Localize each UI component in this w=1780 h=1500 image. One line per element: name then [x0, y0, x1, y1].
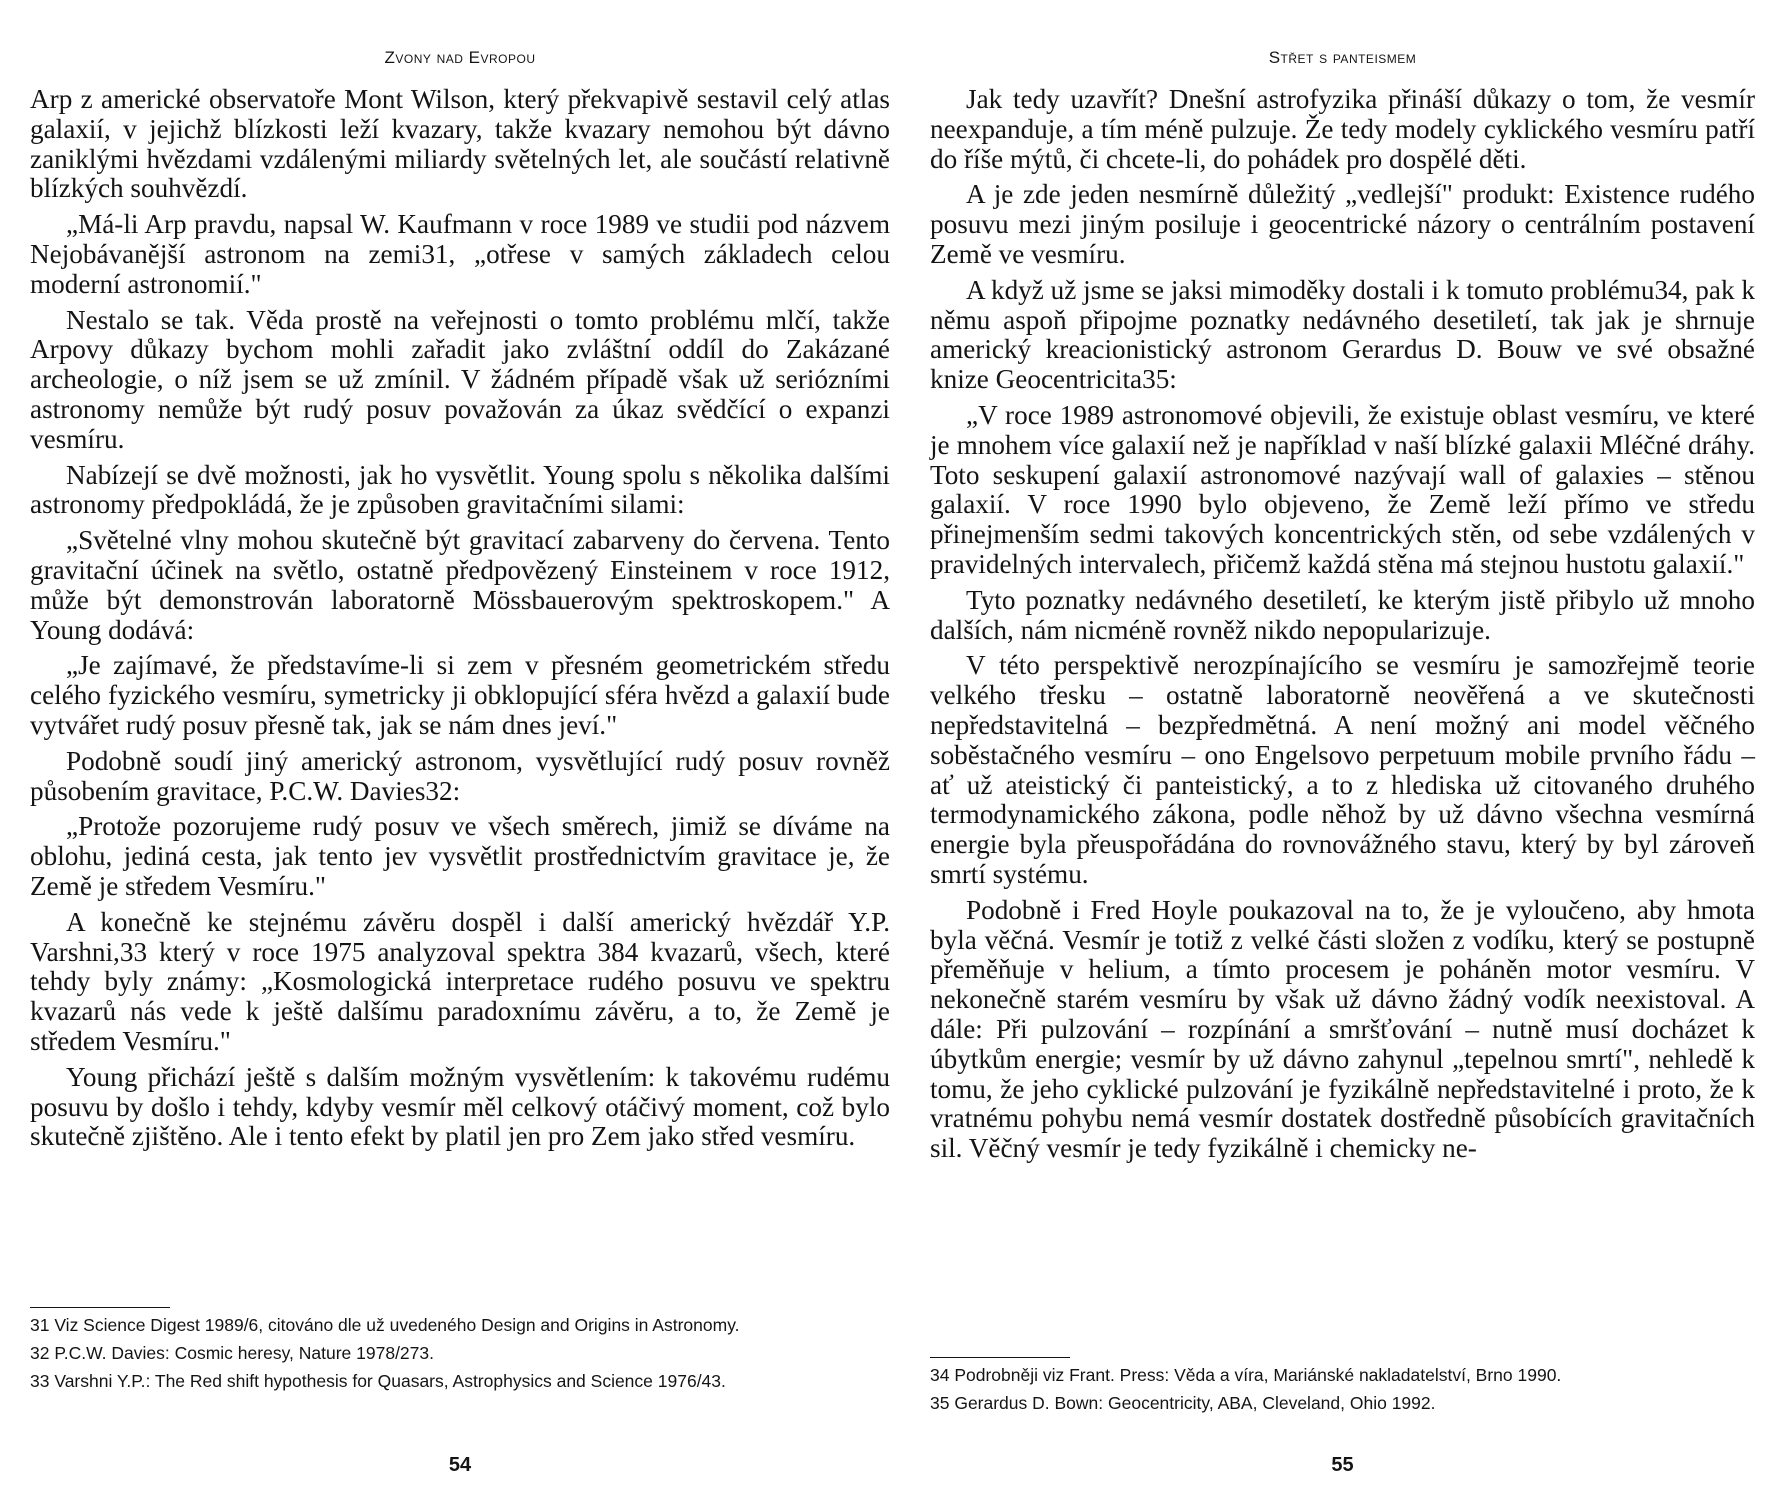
quotation: „Je zajímavé, že představíme-li si zem v přesném geometrickém středu celého fyzického vesmíru, symetricky ji obklopující sféra hvězd a galaxií bude vytvářet rudý posuv přesně tak, jak se nám dnes jeví."	[30, 650, 890, 740]
footnote: 32 P.C.W. Davies: Cosmic heresy, Nature 1978/273.	[30, 1343, 434, 1363]
footnote: 34 Podrobněji viz Frant. Press: Věda a víra, Mariánské nakladatelství, Brno 1990.	[930, 1365, 1562, 1385]
paragraph: „Má-li Arp pravdu, napsal W. Kaufmann v roce 1989 ve studii pod názvem Nejobávanější astronom na zemi31, „otřese v samých základech celou moderní astronomií."	[30, 209, 890, 299]
paragraph: A konečně ke stejnému závěru dospěl i další americký hvězdář Y.P. Varshni,33 který v roce 1975 analyzoval spektra 384 kvazarů, všech, které tehdy byly známy: „Kosmologická interpretace rudého posuvu ve spektru kvazarů nás vede k ještě dalšímu paradoxnímu závěru, a to, že Země je středem Vesmíru."	[30, 906, 890, 1056]
footnote-rule	[30, 1307, 170, 1308]
paragraph: Podobně soudí jiný americký astronom, vysvětlující rudý posuv rovněž působením gravitace, P.C.W. Davies32:	[30, 745, 890, 806]
body-text	[30, 85, 890, 1158]
right-page	[930, 0, 1755, 1500]
paragraph: A je zde jeden nesmírně důležitý „vedlejší" produkt: Existence rudého posuvu mezi jiným posiluje i geocentrické názory o centrálním postavení Země ve vesmíru.	[930, 179, 1755, 269]
paragraph: A když už jsme se jaksi mimoděky dostali i k tomuto problému34, pak k němu aspoň připojme poznatky nedávného desetiletí, tak jak je shrnuje americký kreacionistický astronom Gerardus D. Bouw ve své obsažné knize Geocentricita35:	[930, 274, 1755, 395]
paragraph: V této perspektivě nerozpínajícího se vesmíru je samozřejmě teorie velkého třesku – ostatně laboratorně neověřená a ve skutečnosti nepředstavitelná – bezpředmětná. A není možný ani model věčného soběstačného vesmíru – ono Engelsovo perpetuum mobile prvního řádu – ať už ateistický či panteistický, a to z hlediska už citovaného druhého termodynamického zákona, podle něhož by už dávno všechna vesmírná energie byla přeuspořádána do rovnovážného stavu, který by byl zároveň smrtí systému.	[930, 650, 1755, 889]
running-head: Střet s panteismem	[1268, 48, 1417, 67]
footnote: 35 Gerardus D. Bown: Geocentricity, ABA, Cleveland, Ohio 1992.	[930, 1393, 1436, 1413]
left-page	[30, 0, 890, 1500]
footnotes	[30, 1313, 890, 1397]
footnote: 33 Varshni Y.P.: The Red shift hypothesis for Quasars, Astrophysics and Science 1976/43.	[30, 1371, 726, 1391]
quotation: „Světelné vlny mohou skutečně být gravitací zabarveny do červena. Tento gravitační účinek na světlo, ostatně předpovězený Einsteinem v roce 1912, může být demonstrován laboratorně Mössbauerovým spektroskopem." A Young dodává:	[30, 525, 890, 645]
paragraph: Young přichází ještě s dalším možným vysvětlením: k takovému rudému posuvu by došlo i tehdy, kdyby vesmír měl celkový otáčivý moment, což bylo skutečně zjištěno. Ale i tento efekt by platil jen pro Zem jako střed vesmíru.	[30, 1061, 890, 1152]
paragraph: Podobně i Fred Hoyle poukazoval na to, že je vyloučeno, aby hmota byla věčná. Vesmír je totiž z velké části složen z vodíku, který se postupně přeměňuje v helium, a tímto procesem je poháněn motor vesmíru. V nekonečně starém vesmíru by však už dávno žádný vodík neexistoval. A dále: Při pulzování – rozpínání a smršťování – nutně musí docházet k úbytkům energie; vesmír by už dávno zahynul „tepelnou smrtí", nehledě k tomu, že jeho cyklické pulzování je fyzikálně nepředstavitelné i proto, že k vratnému pohybu nemá vesmír dostatek dostředně působících gravitačních sil. Věčný vesmír je tedy fyzikálně i chemicky ne-	[930, 894, 1755, 1164]
footnote: 31 Viz Science Digest 1989/6, citováno dle už uvedeného Design and Origins in Astronomy.	[30, 1315, 740, 1335]
paragraph: Nestalo se tak. Věda prostě na veřejnosti o tomto problému mlčí, takže Arpovy důkazy bychom mohli zařadit jako zvláštní oddíl do Zakázané archeologie, o níž jsem se už zmínil. V žádném případě však už seriózními astronomy nemůže být rudý posuv považován za úkaz svědčící o expanzi vesmíru.	[30, 304, 890, 454]
footnotes	[930, 1363, 1755, 1419]
quotation: „Protože pozorujeme rudý posuv ve všech směrech, jimiž se díváme na oblohu, jediná cesta, jak tento jev vysvětlit prostřednictvím gravitace je, že Země je středem Vesmíru."	[30, 811, 890, 901]
paragraph: Jak tedy uzavřít? Dnešní astrofyzika přináší důkazy o tom, že vesmír neexpanduje, a tím méně pulzuje. Že tedy modely cyklického vesmíru patří do říše mýtů, či chcete-li, do pohádek pro dospělé děti.	[930, 84, 1755, 174]
paragraph: Nabízejí se dvě možnosti, jak ho vysvětlit. Young spolu s několika dalšími astronomy předpokládá, že je způsoben gravitačními silami:	[30, 459, 890, 520]
body-text	[930, 85, 1755, 1170]
page-number: 54	[448, 1454, 472, 1476]
page-number: 55	[1331, 1454, 1354, 1476]
footnote-rule	[930, 1357, 1070, 1358]
running-head: Zvony nad Evropou	[384, 48, 536, 67]
paragraph: Tyto poznatky nedávného desetiletí, ke kterým jistě přibylo už mnoho dalších, nám nicméně rovněž nikdo nepopularizuje.	[930, 584, 1755, 645]
paragraph: Arp z americké observatoře Mont Wilson, který překvapivě sestavil celý atlas galaxií, v jejichž blízkosti leží kvazary, takže kvazary nemohou být dávno zaniklými hvězdami vzdálenými miliardy světelných let, ale součástí relativně blízkých souhvězdí.	[30, 84, 890, 204]
quotation: „V roce 1989 astronomové objevili, že existuje oblast vesmíru, ve které je mnohem více galaxií než je například v naší blízké galaxii Mléčné dráhy. Toto seskupení galaxií astronomové nazývají wall of galaxies – stěnou galaxií. V roce 1990 bylo objeveno, že Země leží přímo ve středu přinejmenším sedmi takových koncentrických stěn, od sebe vzdálených v pravidelných intervalech, přičemž každá stěna má stejnou hustotu galaxií."	[930, 399, 1755, 579]
